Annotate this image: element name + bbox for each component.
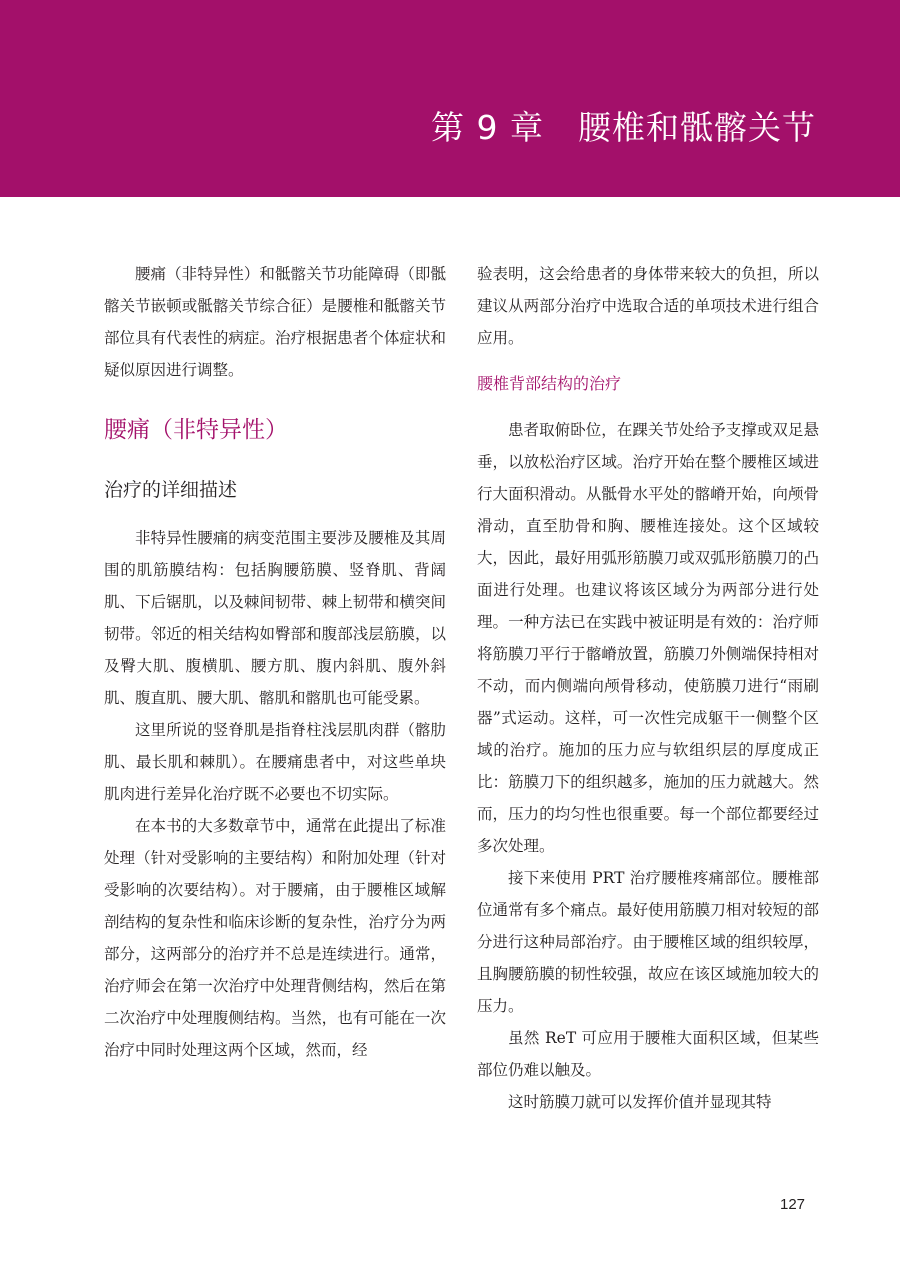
body-paragraph: 这里所说的竖脊肌是指脊柱浅层肌肉群（髂肋肌、最长肌和棘肌）。在腰痛患者中，对这些单块肌肉进行差异化治疗既不必要也不切实际。: [104, 721, 446, 803]
chapter-header-band: [0, 0, 900, 197]
body-paragraph: 在本书的大多数章节中，通常在此提出了标准处理（针对受影响的主要结构）和附加处理（针对受影响的次要结构）。对于腰痛，由于腰椎区域解剖结构的复杂性和临床诊断的复杂性，治疗分为两部分，这两部分的治疗并不总是连续进行。通常，治疗师会在第一次治疗中处理背侧结构，然后在第二次治疗中处理腹侧结构。当然，也有可能在一次治疗中同时处理这两个区域，然而，经: [104, 817, 446, 1059]
body-paragraph: 虽然 ReT 可应用于腰椎大面积区域，但某些部位仍难以触及。: [477, 1029, 819, 1079]
section-heading: 腰痛（非特异性）: [104, 417, 288, 443]
subsection-heading: 治疗的详细描述: [104, 479, 238, 501]
intro-paragraph: 腰痛（非特异性）和骶髂关节功能障碍（即骶髂关节嵌顿或骶髂关节综合征）是腰椎和骶髂关节部位具有代表性的病症。治疗根据患者个体症状和疑似原因进行调整。: [104, 265, 446, 379]
chapter-name: 腰椎和骶髂关节: [578, 108, 816, 147]
body-paragraph: 非特异性腰痛的病变范围主要涉及腰椎及其周围的肌筋膜结构：包括胸腰筋膜、竖脊肌、背阔肌、下后锯肌，以及棘间韧带、棘上韧带和横突间韧带。邻近的相关结构如臀部和腹部浅层筋膜，以及臀大肌、腹横肌、腰方肌、腹内斜肌、腹外斜肌、腹直肌、腰大肌、髂肌和髂肌也可能受累。: [104, 529, 446, 707]
right-column: [477, 258, 819, 1118]
body-paragraph: 患者取俯卧位，在踝关节处给予支撑或双足悬垂，以放松治疗区域。治疗开始在整个腰椎区域进行大面积滑动。从骶骨水平处的髂嵴开始，向颅骨滑动，直至肋骨和胸、腰椎连接处。这个区域较大，因此，最好用弧形筋膜刀或双弧形筋膜刀的凸面进行处理。也建议将该区域分为两部分进行处理。一种方法已在实践中被证明是有效的：治疗师将筋膜刀平行于髂嵴放置，筋膜刀外侧端保持相对不动，而内侧端向颅骨移动，使筋膜刀进行“雨刷器”式运动。这样，可一次性完成躯干一侧整个区域的治疗。施加的压力应与软组织层的厚度成正比：筋膜刀下的组织越多，施加的压力就越大。然而，压力的均匀性也很重要。每一个部位都要经过多次处理。: [477, 421, 819, 855]
section-subheading: 腰椎背部结构的治疗: [477, 374, 622, 393]
chapter-label: 第 9 章: [431, 108, 544, 147]
continued-paragraph: 验表明，这会给患者的身体带来较大的负担，所以建议从两部分治疗中选取合适的单项技术进行组合应用。: [477, 265, 819, 347]
body-paragraph: 接下来使用 PRT 治疗腰椎疼痛部位。腰椎部位通常有多个痛点。最好使用筋膜刀相对较短的部分进行这种局部治疗。由于腰椎区域的组织较厚，且胸腰筋膜的韧性较强，故应在该区域施加较大的压力。: [477, 869, 819, 1015]
chapter-title: [431, 108, 816, 148]
body-paragraph: 这时筋膜刀就可以发挥价值并显现其特: [508, 1093, 772, 1111]
left-column: [104, 258, 446, 1066]
page-number: 127: [780, 1196, 806, 1213]
